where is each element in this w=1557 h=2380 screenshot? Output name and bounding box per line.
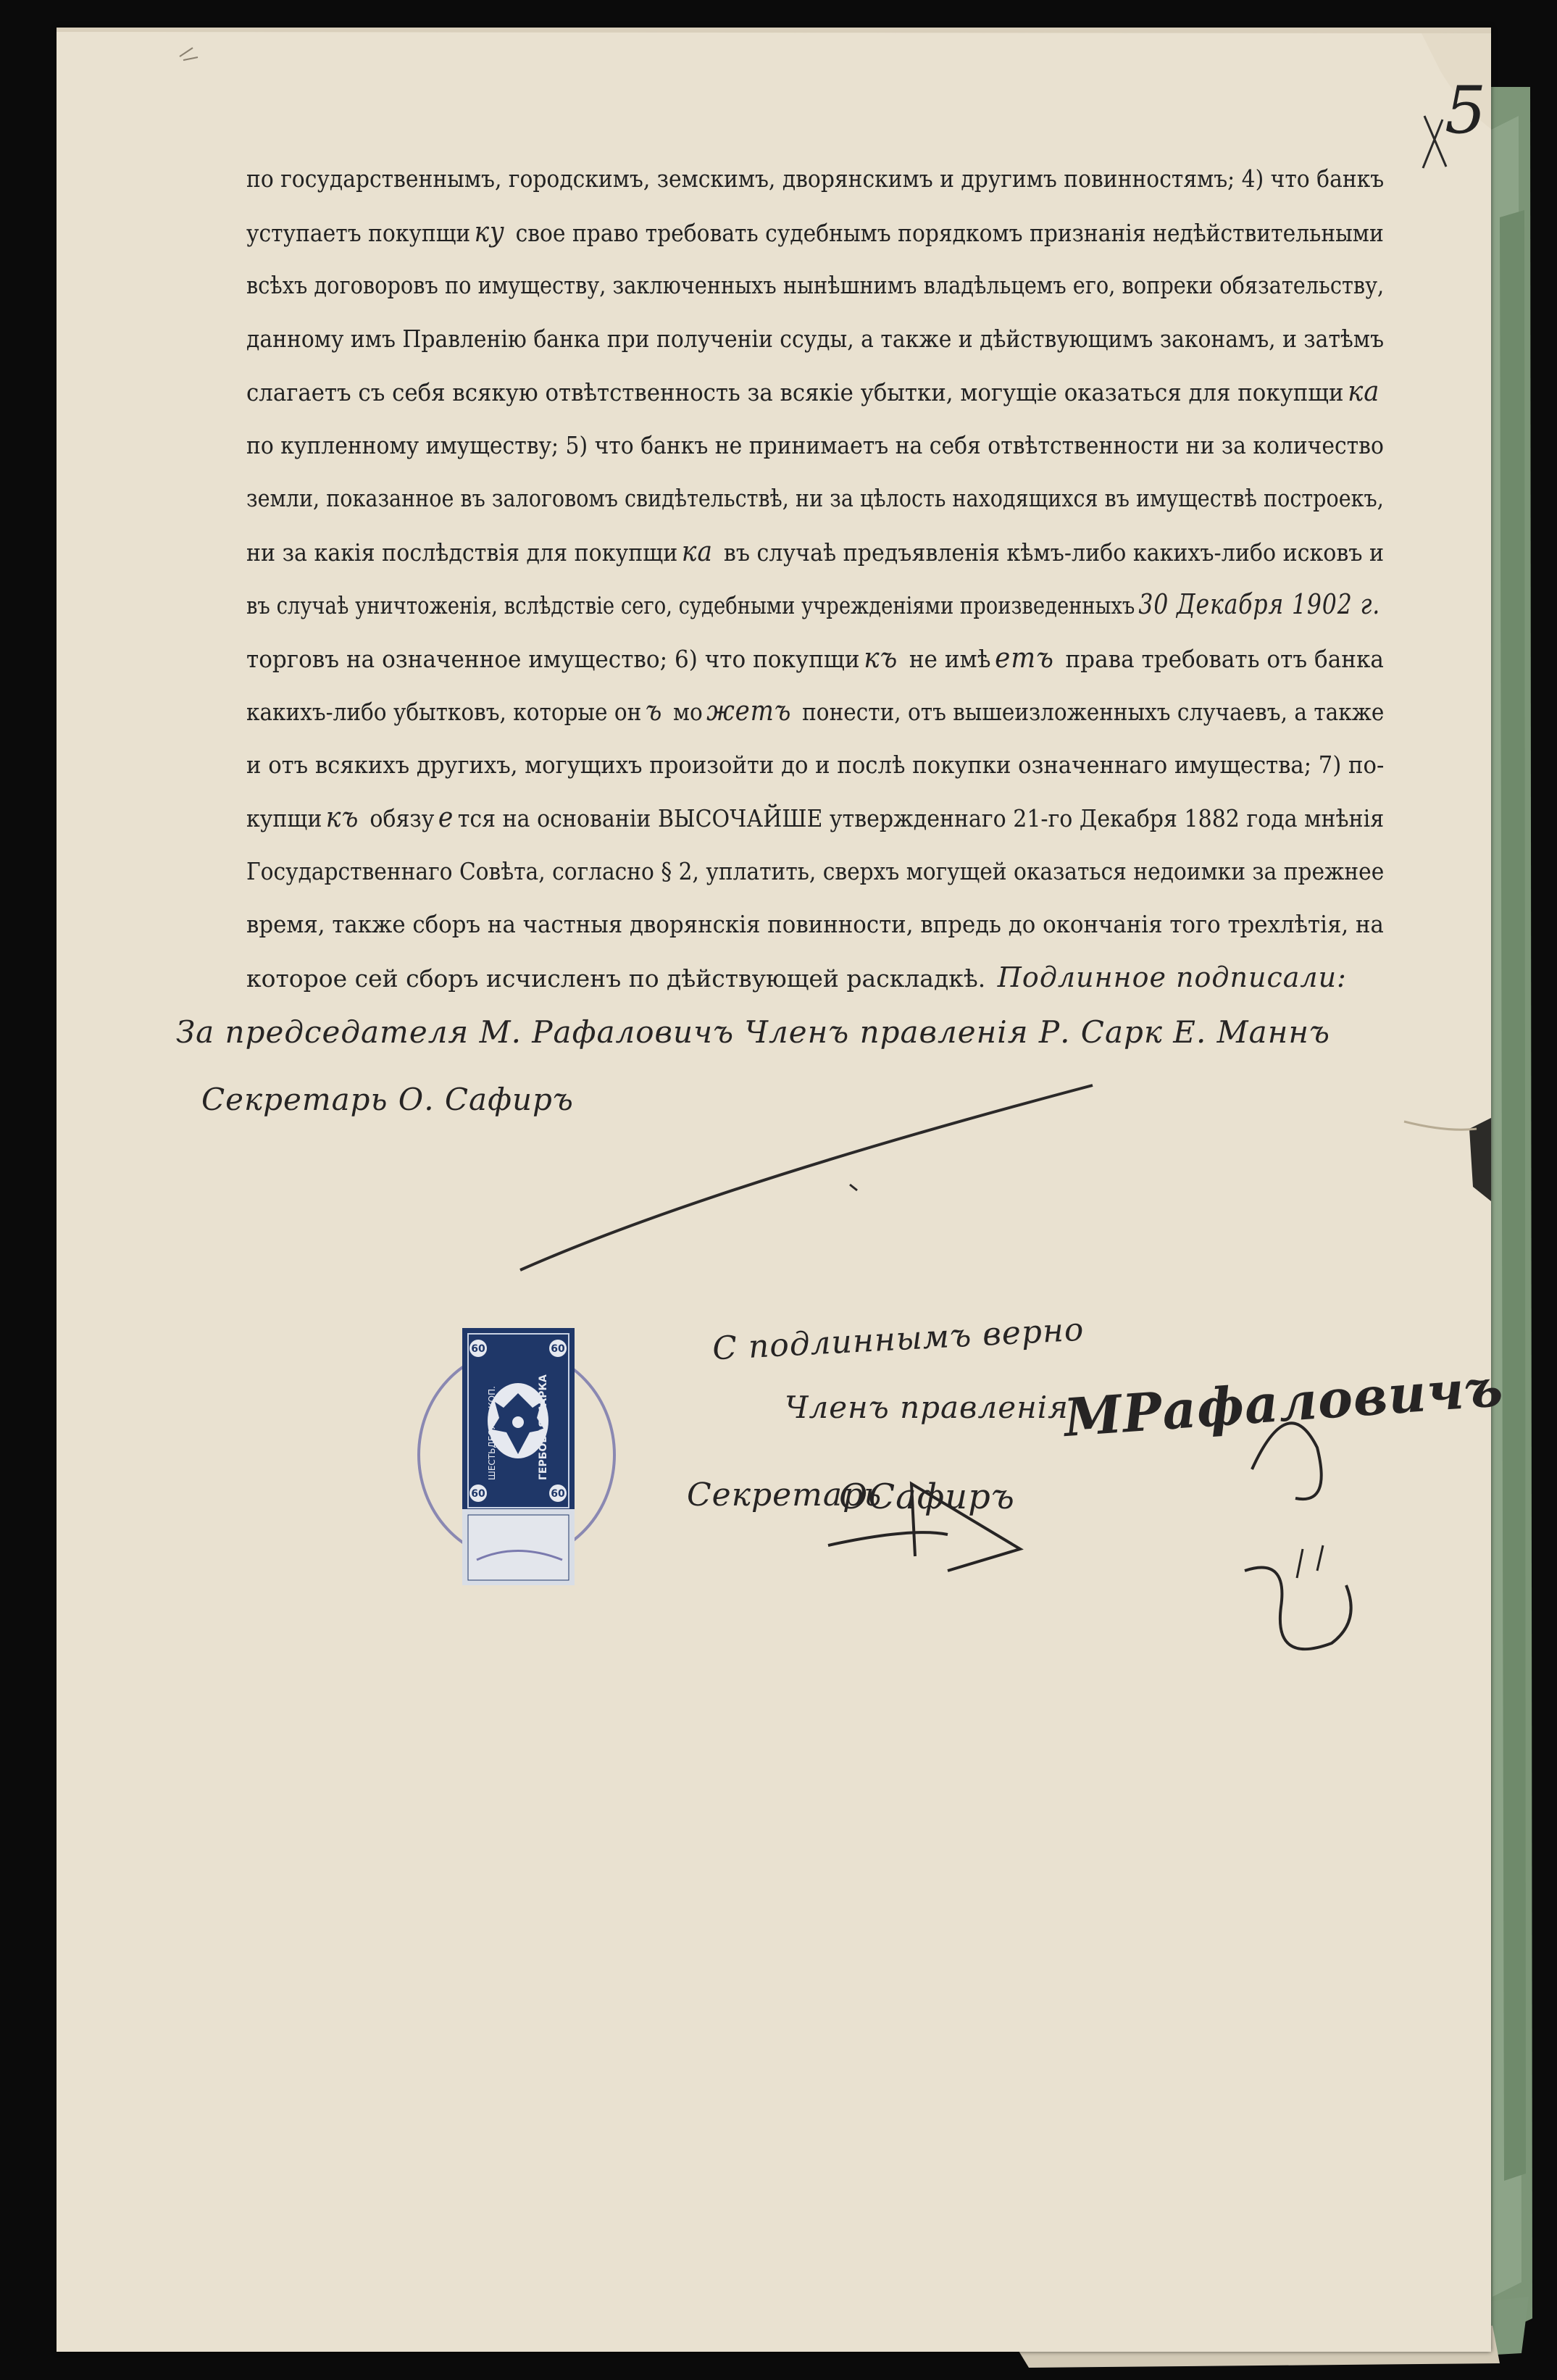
handwritten-insertion: Подлинное подписали: (997, 961, 1347, 993)
handwritten-insertion: 30 Декабря 1902 г. (1138, 588, 1381, 620)
certification-main-signature: МРафаловичъ (1061, 1356, 1506, 1449)
certification-true-copy: С подлиннымъ верно (711, 1311, 1085, 1368)
printed-text: которое сей сборъ исчисленъ по дѣйствующей раскладкѣ. (246, 964, 993, 993)
stamp-corner-value: 60 (551, 1488, 565, 1500)
stamp-vertical-text: ГЕРБОВАЯ МАРКА (538, 1374, 549, 1480)
certification-board-member: Членъ правленія (785, 1390, 1069, 1425)
handwritten-insertion: къ (864, 641, 898, 674)
printed-text: по купленному имуществу; 5) что банкъ не принимаетъ на себя отвѣтственности ни за количество (246, 430, 1384, 459)
printed-text: и отъ всякихъ другихъ, могущихъ произойти до и послѣ покупки означеннаго имущества; 7) по- (246, 750, 1385, 779)
printed-text: понести, отъ вышеизложенныхъ случаевъ, а также (795, 698, 1385, 726)
printed-text: торговъ на означенное имущество; 6) что покупщи (246, 644, 860, 673)
handwritten-insertion: ку (474, 215, 505, 248)
printed-text: уступаетъ покупщи (246, 218, 471, 247)
printed-text: данному имъ Правленію банка при полученіи ссуды, а также и дѣйствующимъ законамъ, и затѣмъ (246, 324, 1385, 353)
handwritten-insertion: ка (681, 535, 713, 567)
stamp-value-text: ШЕСТЬДЕСЯТЪ КОП. (487, 1386, 497, 1480)
signature-flourishes (57, 28, 1491, 2352)
printed-text: по государственнымъ, городскимъ, земскимъ, дворянскимъ и другимъ повинностямъ; 4) что банкъ (246, 164, 1385, 193)
handwritten-insertion: ъ (645, 695, 663, 727)
handwritten-signatories-line: За председателя М. Рафаловичъ Членъ правленія Р. Сарк Е. Маннъ (176, 1014, 1331, 1050)
printed-text: не имѣ (901, 644, 991, 673)
printed-text: въ случаѣ предъявленія кѣмъ-либо какихъ-либо исковъ и (717, 538, 1385, 567)
printed-text: права требовать отъ банка (1058, 644, 1384, 673)
printed-text: какихъ-либо убытковъ, которые он (246, 698, 642, 726)
stamp-corner-value: 60 (471, 1488, 485, 1500)
printed-text: всѣхъ договоровъ по имуществу, заключенныхъ нынѣшнимъ владѣльцемъ его, вопреки обязательству, (246, 271, 1385, 299)
printed-text: купщи (246, 804, 322, 832)
document-page (57, 28, 1506, 2352)
printed-text: свое право требовать судебнымъ порядкомъ признанія недѣйствительными (509, 218, 1384, 247)
printed-text: ни за какія послѣдствія для покупщи (246, 538, 678, 567)
handwritten-insertion: ка (1348, 375, 1380, 407)
printed-text: слагаетъ съ себя всякую отвѣтственность за всякіе убытки, могущіе оказаться для покупщи (246, 378, 1344, 406)
certification-secretary: Секретарь (687, 1477, 882, 1513)
handwritten-insertion: етъ (995, 641, 1054, 674)
stamp-corner-value: 60 (471, 1343, 485, 1355)
printed-text: Государственнаго Совѣта, согласно § 2, уплатить, сверхъ могущей оказаться недоимки за прежнее (246, 856, 1385, 885)
stamp-corner-value: 60 (551, 1343, 565, 1355)
folio-number-text: 5 (1445, 72, 1487, 149)
handwritten-insertion: къ (325, 801, 359, 833)
printed-text: мо (666, 698, 703, 726)
handwritten-insertion: жетъ (706, 695, 792, 727)
printed-text: тся на основаніи ВЫСОЧАЙШЕ утвержденнаго 21-го Декабря 1882 года мнѣнія (457, 804, 1385, 832)
handwritten-secretary-line: Секретарь О. Сафиръ (201, 1082, 574, 1117)
printed-text: въ случаѣ уничтоженія, вслѣдствіе сего, судебными учрежденіями произведенныхъ (246, 591, 1135, 619)
printed-text: земли, показанное въ залоговомъ свидѣтельствѣ, ни за цѣлость находящихся въ имуществѣ построекъ, (246, 484, 1384, 512)
printed-text: обязу (362, 804, 435, 832)
certification-secretary-signature: ОСафиръ (839, 1477, 1015, 1517)
printed-text: время, также сборъ на частныя дворянскія повинности, впредь до окончанія того трехлѣтія, на (246, 910, 1384, 938)
handwritten-insertion: е (438, 801, 454, 833)
